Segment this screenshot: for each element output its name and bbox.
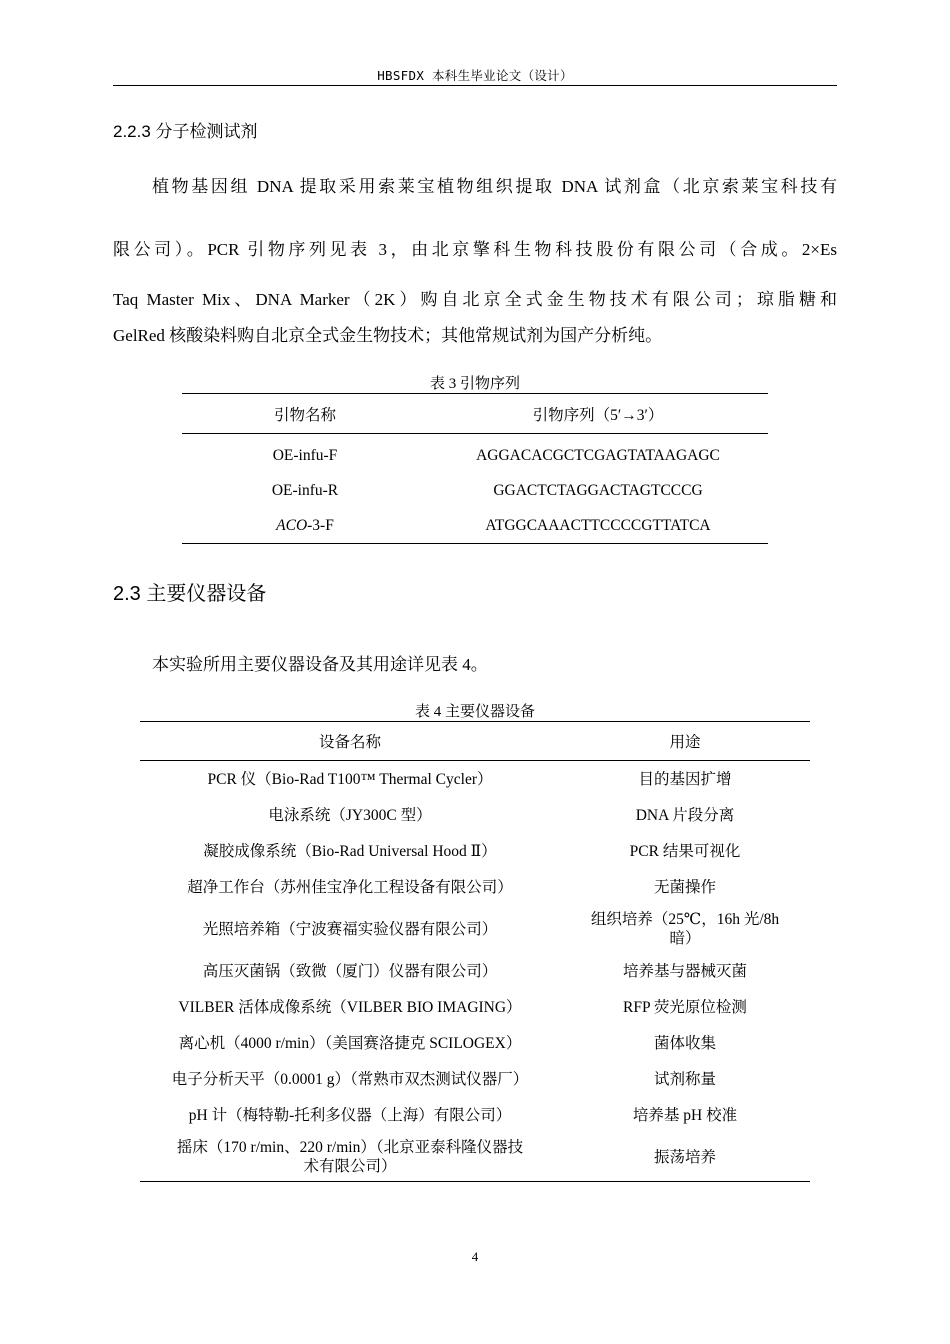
primer-name: OE-infu-R (271, 481, 339, 499)
table-row (140, 953, 810, 989)
primer-name: OE-infu-F (272, 446, 338, 464)
table-row (140, 869, 810, 905)
equipment-use: PCR 结果可视化 (629, 842, 741, 860)
equipment-name-line1: 摇床（170 r/min、220 r/min）（北京亚泰科隆仪器技 (176, 1139, 524, 1156)
equipment-name: 凝胶成像系统（Bio-Rad Universal Hood Ⅱ） (203, 842, 497, 860)
equipment-name-line2: 术有限公司） (303, 1158, 397, 1175)
equipment-use: 培养基 pH 校准 (632, 1106, 738, 1124)
section-heading-2-3: 2.3 主要仪器设备 (113, 583, 267, 605)
page-number: 4 (471, 1249, 479, 1264)
equipment-use: DNA 片段分离 (635, 806, 735, 824)
paragraph1-line4: GelRed 核酸染料购自北京全式金生物技术；其他常规试剂为国产分析纯。 (113, 326, 663, 345)
paragraph2: 本实验所用主要仪器设备及其用途详见表 4。 (152, 655, 488, 674)
equipment-use: 无菌操作 (653, 878, 716, 896)
equipment-use-line1: 组织培养（25℃，16h 光/8h (590, 911, 780, 928)
table3-caption: 表 3 引物序列 (429, 376, 520, 392)
equipment-name (140, 1133, 560, 1182)
table3-header-sequence: 引物序列（5′→3′） (428, 394, 768, 434)
paragraph1-line1-text: 植物基因组 DNA 提取采用索莱宝植物组织提取 DNA 试剂盒（北京索莱宝科技有 (152, 177, 837, 196)
table-row (140, 761, 810, 798)
table4-caption: 表 4 主要仪器设备 (414, 704, 535, 720)
section-heading-2-2-3: 2.2.3 分子检测试剂 (113, 122, 258, 141)
equipment-use: 试剂称量 (653, 1070, 716, 1088)
equipment-name: 高压灭菌锅（致微（厦门）仪器有限公司） (202, 962, 498, 980)
equipment-use (560, 905, 810, 953)
equipment-use-line2: 暗） (669, 930, 701, 947)
equipment-name: 光照培养箱（宁波赛福实验仪器有限公司） (202, 920, 498, 938)
equipment-use: 培养基与器械灭菌 (622, 962, 747, 980)
table4-header-use: 用途 (560, 722, 810, 761)
equipment-use: 菌体收集 (653, 1034, 716, 1052)
primer-sequence: ATGGCAAACTTCCCCGTTATCA (485, 516, 711, 534)
table-row (140, 1025, 810, 1061)
paragraph1-line1 (152, 172, 837, 197)
table-row (182, 473, 768, 508)
table-row (140, 989, 810, 1025)
table-row (140, 905, 810, 953)
primer-name (182, 508, 428, 544)
equipment-name: 离心机（4000 r/min）（美国赛洛捷克 SCILOGEX） (178, 1034, 522, 1052)
table-row (182, 434, 768, 474)
equipment-use: 目的基因扩增 (638, 770, 732, 788)
table3-primer-sequences (182, 393, 768, 544)
table4-main-equipment (140, 721, 810, 1182)
table4-header-name: 设备名称 (140, 722, 560, 761)
primer-sequence: AGGACACGCTCGAGTATAAGAGC (476, 446, 720, 464)
equipment-name: pH 计（梅特勒-托利多仪器（上海）有限公司） (188, 1106, 512, 1124)
equipment-name: 电泳系统（JY300C 型） (268, 806, 432, 824)
equipment-name: PCR 仪（Bio-Rad T100™ Thermal Cycler） (207, 770, 493, 788)
equipment-name: 超净工作台（苏州佳宝净化工程设备有限公司） (187, 878, 513, 896)
table3-header-name: 引物名称 (182, 394, 428, 434)
paragraph1-line2 (113, 235, 837, 260)
paragraph1-line2-text: 限公司）。PCR 引物序列见表 3，由北京擎科生物科技股份有限公司（合成。2×Es (113, 240, 837, 259)
primer-name-italic: ACO (276, 516, 308, 534)
table-row (140, 833, 810, 869)
equipment-use: 振荡培养 (653, 1148, 716, 1166)
equipment-name: VILBER 活体成像系统（VILBER BIO IMAGING） (178, 998, 522, 1016)
equipment-name: 电子分析天平（0.0001 g）（常熟市双杰测试仪器厂） (171, 1070, 529, 1088)
page-header: HBSFDX 本科生毕业论文（设计） (377, 68, 573, 83)
table-row (140, 1133, 810, 1182)
primer-name-suffix: -3-F (307, 516, 334, 534)
paragraph1-line3-text: Taq Master Mix、DNA Marker（2K）购自北京全式金生物技术有限公司；琼脂糖和 (113, 290, 837, 309)
equipment-use: RFP 荧光原位检测 (623, 998, 747, 1016)
table4-header-row (140, 722, 810, 761)
table-row (140, 797, 810, 833)
header-divider (113, 85, 837, 86)
paragraph1-line3 (113, 285, 837, 310)
primer-sequence: GGACTCTAGGACTAGTCCCG (493, 481, 703, 499)
table-row (182, 508, 768, 544)
table-row (140, 1061, 810, 1097)
table-row (140, 1097, 810, 1133)
table3-header-row (182, 394, 768, 434)
